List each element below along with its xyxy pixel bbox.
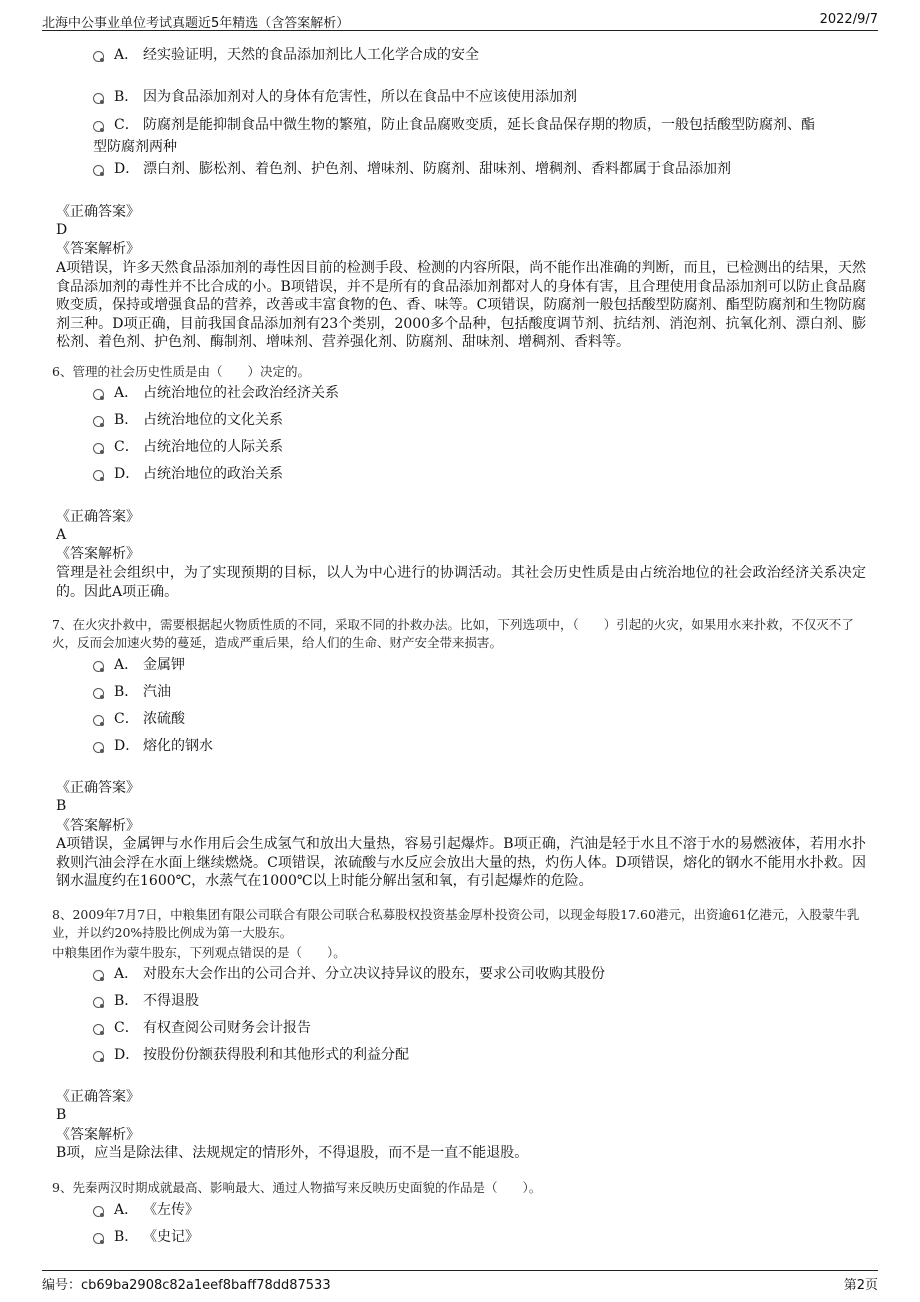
radio-icon[interactable] [93,443,104,454]
analysis-label: 《答案解析》 [56,241,140,257]
question-8-line2: 中粮集团作为蒙牛股东，下列观点错误的是（ ）。 [52,945,346,960]
option-b[interactable]: B． 因为食品添加剂对人的身体有危害性，所以在食品中不应该使用添加剂 [93,88,868,106]
radio-icon[interactable] [93,742,104,753]
radio-icon[interactable] [93,970,104,981]
question-6: 6、管理的社会历史性质是由（ ）决定的。 [52,364,310,379]
answer-value: B [56,1107,67,1123]
answer-value: B [56,798,67,814]
radio-icon[interactable] [93,1206,104,1217]
answer-value: A [56,527,67,543]
analysis-label: 《答案解析》 [56,818,140,834]
analysis-text: A项错误，金属钾与水作用后会生成氢气和放出大量热，容易引起爆炸。B项正确，汽油是轻于水且不溶于水的易燃液体，若用水扑救则汽油会浮在水面上继续燃烧。C项错误，浓硫酸与水反应会放出大量的热，灼伤人体。D项错误，熔化的钢水不能用水扑救。因钢水温度约在1600℃，水蒸气在1000℃以上时能分解出氢和氧，有引起爆炸的危险。 [56,836,866,889]
radio-icon[interactable] [93,470,104,481]
option-b[interactable]: B． 不得退股 [93,992,868,1010]
option-b[interactable]: B． 汽油 [93,683,868,701]
option-c-continuation: 型防腐剂两种 [93,139,177,155]
radio-icon[interactable] [93,51,104,62]
option-d[interactable]: D． 占统治地位的政治关系 [93,465,868,483]
radio-icon[interactable] [93,416,104,427]
option-d[interactable]: D． 漂白剂、膨松剂、着色剂、护色剂、增味剂、防腐剂、甜味剂、增稠剂、香料都属于食品添加剂 [93,160,868,178]
radio-icon[interactable] [93,93,104,104]
answer-label: 《正确答案》 [56,1089,140,1105]
document-code: 编号：cb69ba2908c82a1eef8baff78dd87533 [42,1278,331,1293]
option-b[interactable]: B． 《史记》 [93,1228,868,1246]
radio-icon[interactable] [93,661,104,672]
option-c[interactable]: C． 浓硫酸 [93,710,868,728]
radio-icon[interactable] [93,715,104,726]
question-9: 9、先秦两汉时期成就最高、影响最大、通过人物描写来反映历史面貌的作品是（ ）。 [52,1180,542,1195]
radio-icon[interactable] [93,997,104,1008]
option-a[interactable]: A． 经实验证明，天然的食品添加剂比人工化学合成的安全 [93,46,868,64]
radio-icon[interactable] [93,165,104,176]
option-c[interactable]: C． 有权查阅公司财务会计报告 [93,1019,868,1037]
answer-label: 《正确答案》 [56,780,140,796]
question-7: 7、在火灾扑救中，需要根据起火物质性质的不同，采取不同的扑救办法。比如，下列选项中，（ ）引起的火灾，如果用水来扑救，不仅灭不了火，反而会加速火势的蔓延，造成严重后果，给人们的生命、财产安全带来损害。 [52,617,854,650]
radio-icon[interactable] [93,121,104,132]
analysis-label: 《答案解析》 [56,546,140,562]
option-a[interactable]: A． 金属钾 [93,656,868,674]
option-a[interactable]: A． 《左传》 [93,1201,868,1219]
option-c[interactable]: C． 占统治地位的人际关系 [93,438,868,456]
radio-icon[interactable] [93,389,104,400]
header-title: 北海中公事业单位考试真题近5年精选（含答案解析） [42,16,350,31]
page-header [42,10,878,31]
radio-icon[interactable] [93,1024,104,1035]
option-a[interactable]: A． 对股东大会作出的公司合并、分立决议持异议的股东，要求公司收购其股份 [93,965,868,983]
option-c[interactable]: C． 防腐剂是能抑制食品中微生物的繁殖，防止食品腐败变质，延长食品保存期的物质，一般包括酸型防腐剂、酯 [93,116,868,134]
answer-value: D [56,222,68,238]
radio-icon[interactable] [93,1233,104,1244]
radio-icon[interactable] [93,688,104,699]
page-footer [42,1270,878,1293]
option-a[interactable]: A． 占统治地位的社会政治经济关系 [93,384,868,402]
option-d[interactable]: D． 按股份份额获得股利和其他形式的利益分配 [93,1046,868,1064]
question-8: 8、2009年7月7日，中粮集团有限公司联合有限公司联合私募股权投资基金厚朴投资公司，以现金每股17.60港元，出资逾61亿港元，入股蒙牛乳业，并以约20%持股比例成为第一大股东。 [52,907,860,940]
option-b[interactable]: B． 占统治地位的文化关系 [93,411,868,429]
header-date: 2022/9/7 [819,12,878,27]
answer-label: 《正确答案》 [56,204,140,220]
answer-label: 《正确答案》 [56,509,140,525]
option-d[interactable]: D． 熔化的钢水 [93,737,868,755]
analysis-text: A项错误，许多天然食品添加剂的毒性因目前的检测手段、检测的内容所限，尚不能作出准确的判断，而且，已检测出的结果，天然食品添加剂的毒性并不比合成的小。B项错误，并不是所有的食品添加剂都对人的身体有害，且合理使用食品添加剂可以防止食品腐败变质，保持或增强食品的营养，改善或丰富食物的色、香、味等。C项错误，防腐剂一般包括酸型防腐剂、酯型防腐剂和生物防腐剂三种。D项正确，目前我国食品添加剂有23个类别，2000多个品种，包括酸度调节剂、抗结剂、消泡剂、抗氧化剂、漂白剂、膨松剂、着色剂、护色剂、酶制剂、增味剂、营养强化剂、防腐剂、甜味剂、增稠剂、香料等。 [56,260,866,350]
analysis-text: 管理是社会组织中，为了实现预期的目标，以人为中心进行的协调活动。其社会历史性质是由占统治地位的社会政治经济关系决定的。因此A项正确。 [56,565,866,600]
radio-icon[interactable] [93,1051,104,1062]
analysis-text: B项，应当是除法律、法规规定的情形外，不得退股，而不是一直不能退股。 [56,1145,529,1161]
page-number: 第2页 [843,1278,878,1293]
analysis-label: 《答案解析》 [56,1127,140,1143]
